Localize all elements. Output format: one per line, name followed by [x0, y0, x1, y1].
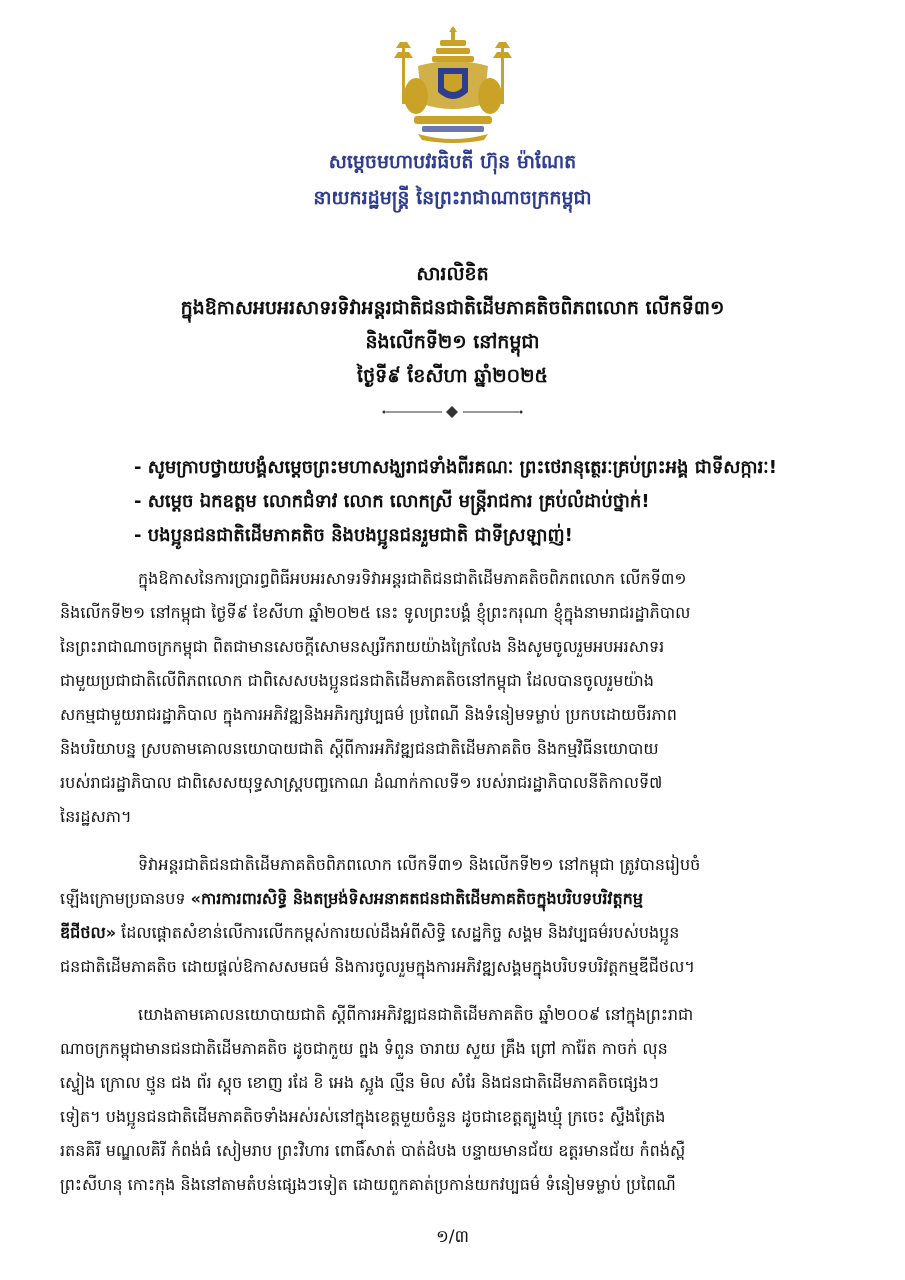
paragraph-2-line: ជនជាតិដើមភាគតិច ដោយផ្តល់ឱកាសសមធម៌ និងការចូលរួមក្នុងការអភិវឌ្ឍសង្គមក្នុងបរិបទបរិវត្តកម្មឌីជីថល។: [60, 957, 695, 976]
paragraph-3-line: យោងតាមគោលនយោបាយជាតិ ស្តីពីការអភិវឌ្ឍជនជាតិដើមភាគតិច ឆ្នាំ២០០៩ នៅក្នុងព្រះរាជា: [138, 1005, 694, 1024]
greeting-officials: - សម្តេច ឯកឧត្តម លោកជំទាវ លោក លោកស្រី មន្ត្រីរាជការ គ្រប់លំដាប់ថ្នាក់!: [134, 491, 650, 512]
sender-name: សម្តេចមហាបវរធិបតី ហ៊ុន ម៉ាណែត: [328, 151, 577, 173]
greeting-monks: - សូមក្រាបថ្វាយបង្គំសម្តេចព្រះមហាសង្ឃរាជទាំងពីរគណៈ ព្រះថេរានុត្ថេរៈគ្រប់ព្រះអង្គ ជាទីសក្ការៈ!: [134, 457, 777, 478]
greeting-citizens: - បងប្អូនជនជាតិដើមភាគតិច និងបងប្អូនជនរួមជាតិ ជាទីស្រឡាញ់!: [134, 525, 573, 546]
paragraph-1-line: ក្នុងឱកាសនៃការប្រារព្ធពិធីអបអរសាទរទិវាអន្តរជាតិជនជាតិដើមភាគតិចពិភពលោក លើកទី៣១: [138, 569, 687, 588]
paragraph-2-line: [60, 922, 850, 946]
document-subject-line-1: ក្នុងឱកាសអបអរសាទរទិវាអន្តរជាតិជនជាតិដើមភាគតិចពិភពលោក លើកទី៣១: [180, 297, 725, 319]
paragraph-3-line: រតនគិរី មណ្ឌលគិរី កំពង់ធំ សៀមរាប ព្រះវិហារ ពោធិ៍សាត់ បាត់ដំបង បន្ទាយមានជ័យ ឧត្តរមានជ័យ កំពង់ស្ពឺ: [60, 1141, 686, 1160]
paragraph-3-line: ព្រះសីហនុ កោះកុង និងនៅតាមតំបន់ផ្សេងៗទៀត ដោយពួកគាត់ប្រកាន់យកវប្បធម៌ ទំនៀមទម្លាប់ ប្រពៃណី: [60, 1175, 676, 1194]
theme-description: ដែលផ្តោតសំខាន់លើការលើកកម្ពស់ការយល់ដឹងអំពីសិទ្ធិ សេដ្ឋកិច្ច សង្គម និងវប្បធម៌របស់បងប្អូន: [116, 923, 680, 942]
paragraph-1-line: ជាមួយប្រជាជាតិលើពិភពលោក ជាពិសេសបងប្អូនជនជាតិដើមភាគតិចនៅកម្ពុជា ដែលបានចូលរួមយ៉ាង: [60, 671, 654, 690]
paragraph-1-line: របស់រាជរដ្ឋាភិបាល ជាពិសេសយុទ្ធសាស្ត្របញ្ចកោណ ដំណាក់កាលទី១ របស់រាជរដ្ឋាភិបាលនីតិកាលទី៧: [60, 773, 663, 792]
theme-intro: ឡើងក្រោមប្រធានបទ: [60, 889, 191, 908]
ornamental-divider-icon: [380, 405, 525, 419]
paragraph-3-line: ស្ទៀង ក្រោល ថ្មូន ជង ព័រ ស្តុច ខោញ រដែ ខិ អេង ស្អូង ល្មឺន មិល សំរែ និងជនជាតិដើមភាគតិចផ្សេងៗ: [60, 1073, 659, 1092]
document-subject-line-2: និងលើកទី២១ នៅកម្ពុជា: [365, 331, 540, 353]
paragraph-3-line: ណាចក្រកម្ពុជាមានជនជាតិដើមភាគតិច ដូចជាកួយ ព្នង ទំពួន ចារាយ សួយ គ្រឹង ព្រៅ ការ៉ែត កាចក់ លុន: [60, 1039, 668, 1058]
document-date: ថ្ងៃទី៩ ខែសីហា ឆ្នាំ២០២៥: [357, 365, 548, 387]
paragraph-1-line: និងបរិយាបន្ន ស្របតាមគោលនយោបាយជាតិ ស្តីពីការអភិវឌ្ឍជនជាតិដើមភាគតិច និងកម្មវិធីនយោបាយ: [60, 739, 659, 758]
page-number: ១/៣: [435, 1227, 470, 1247]
paragraph-2-line: [60, 888, 850, 912]
paragraph-1-line: នៃរដ្ឋសភា។: [60, 807, 132, 826]
paragraph-1-line: សកម្មជាមួយរាជរដ្ឋាភិបាល ក្នុងការអភិវឌ្ឍនិងអភិរក្សវប្បធម៌ ប្រពៃណី និងទំនៀមទម្លាប់ ប្រកបដោយចីរភាព: [60, 705, 677, 724]
paragraph-3-line: ទៀត។ បងប្អូនជនជាតិដើមភាគតិចទាំងអស់រស់នៅក្នុងខេត្តមួយចំនួន ដូចជាខេត្តត្បូងឃ្មុំ ក្រចេះ ស្ទឹងត្រែង: [60, 1107, 666, 1126]
theme-title-end: ឌីជីថល»: [60, 923, 117, 942]
sender-title: នាយករដ្ឋមន្ត្រី នៃព្រះរាជាណាចក្រកម្ពុជា: [313, 187, 592, 209]
paragraph-1-line: នៃព្រះរាជាណាចក្រកម្ពុជា ពិតជាមានសេចក្តីសោមនស្សរីករាយយ៉ាងក្រៃលែង និងសូមចូលរួមអបអរសាទរ: [60, 637, 665, 656]
royal-arms-emblem-icon: [388, 26, 518, 144]
theme-title: «ការការពារសិទ្ធិ និងតម្រង់ទិសអនាគតជនជាតិដើមភាគតិចក្នុងបរិបទបរិវត្តកម្ម: [190, 889, 643, 908]
paragraph-1-line: និងលើកទី២១ នៅកម្ពុជា ថ្ងៃទី៩ ខែសីហា ឆ្នាំ២០២៥ នេះ ទូលព្រះបង្គំ ខ្ញុំព្រះករុណា ខ្ញុំក្នុងនាមរាជរដ្ឋាភិបាល: [60, 603, 691, 622]
paragraph-2-line: ទិវាអន្តរជាតិជនជាតិដើមភាគតិចពិភពលោក លើកទី៣១ និងលើកទី២១ នៅកម្ពុជា ត្រូវបានរៀបចំ: [138, 855, 701, 874]
document-title: សារលិខិត: [416, 263, 489, 285]
